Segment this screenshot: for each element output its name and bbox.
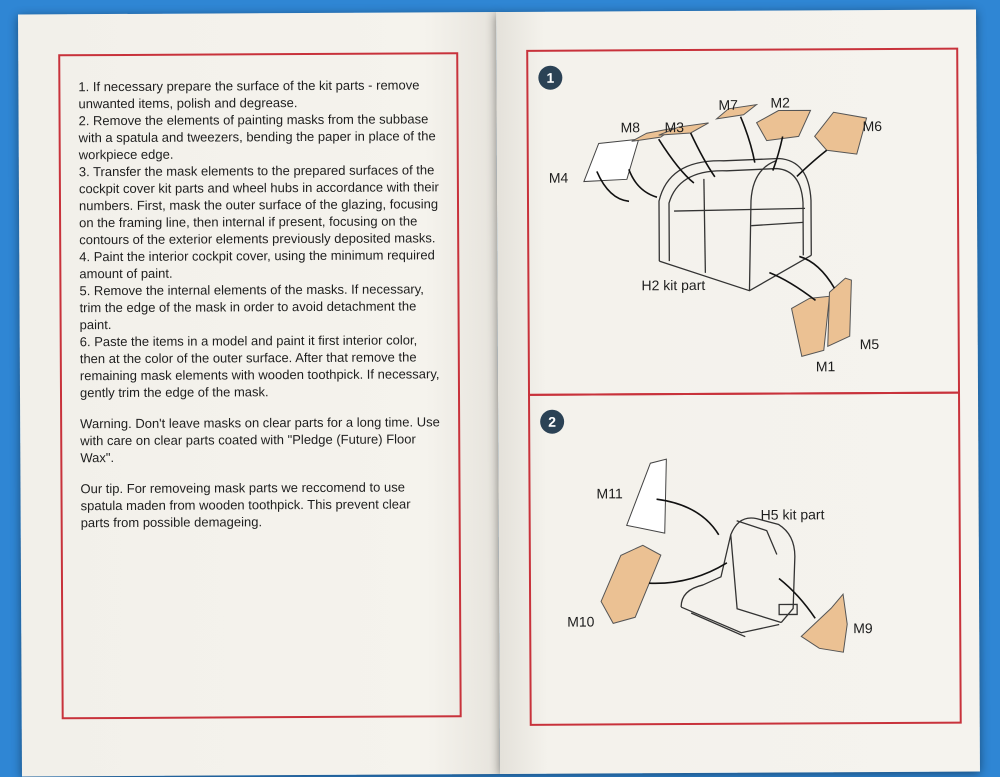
- m5-mask: [827, 278, 851, 346]
- label-m10: M10: [567, 613, 595, 630]
- tip-text: Our tip. For removeing mask parts we reccomend to use spatula maden from wooden toothpick. This prevent clear parts from possible demageing.: [80, 479, 411, 531]
- label-m5: M5: [859, 336, 880, 353]
- step-1: 1. If necessary prepare the surface of the kit parts - remove unwanted items, polish and degrease.: [78, 77, 420, 112]
- label-m8: M8: [620, 119, 641, 136]
- h2-canopy-diagram: [528, 50, 958, 394]
- step-badge-1: 1: [538, 66, 562, 90]
- label-h2-kit-part: H2 kit part: [641, 276, 706, 294]
- step-2: 2. Remove the elements of painting masks from the subbase with a spatula and tweezers, bending the paper in place of the workpiece edge.: [78, 111, 436, 163]
- label-m7: M7: [718, 96, 738, 113]
- label-m11: M11: [596, 485, 623, 502]
- instruction-booklet: [18, 9, 980, 776]
- step-6: 6. Paste the items in a model and paint it first interior color, then at the color of the outer surface. After that remove the remaining mask elements with wooden toothpick. If necessary, gently trim the edge of the mask.: [79, 332, 440, 401]
- label-h5-kit-part: H5 kit part: [760, 506, 825, 523]
- instructions-frame: [58, 52, 461, 719]
- label-m2: M2: [770, 94, 790, 111]
- diagram-panel-2: [528, 392, 962, 726]
- m11-clear-piece: [626, 459, 666, 533]
- m1-mask: [791, 296, 829, 356]
- step-4: 4. Paint the interior cockpit cover, using the minimum required amount of paint.: [79, 247, 435, 282]
- warning-text: Warning. Don't leave masks on clear parts for a long time. Use with care on clear parts coated with "Pledge (Future) Floor Wax".: [80, 414, 440, 466]
- diagram-panel-1: [526, 48, 960, 396]
- label-m9: M9: [853, 620, 873, 637]
- label-m4: M4: [548, 169, 569, 186]
- m10-mask: [601, 545, 661, 623]
- right-page: [496, 9, 980, 774]
- m2-mask: [757, 110, 811, 140]
- step-5: 5. Remove the internal elements of the masks. If necessary, trim the edge of the mask in order to avoid detachment the paint.: [79, 281, 424, 333]
- label-m6: M6: [862, 117, 883, 135]
- left-page: [18, 12, 500, 776]
- m9-mask: [801, 594, 847, 652]
- label-m1: M1: [815, 358, 836, 375]
- step-3: 3. Transfer the mask elements to the prepared surfaces of the cockpit cover kit parts and wheel hubs in accordance with their numbers. First, mask the outer surface of the glazing, focusing on the framing line, then internal if present, focusing on the contours of the exterior elements previously deposited masks.: [78, 162, 439, 248]
- step-badge-2: 2: [540, 410, 564, 434]
- h5-canopy-diagram: [530, 394, 960, 724]
- m6-mask: [815, 112, 867, 154]
- label-m3: M3: [664, 119, 685, 136]
